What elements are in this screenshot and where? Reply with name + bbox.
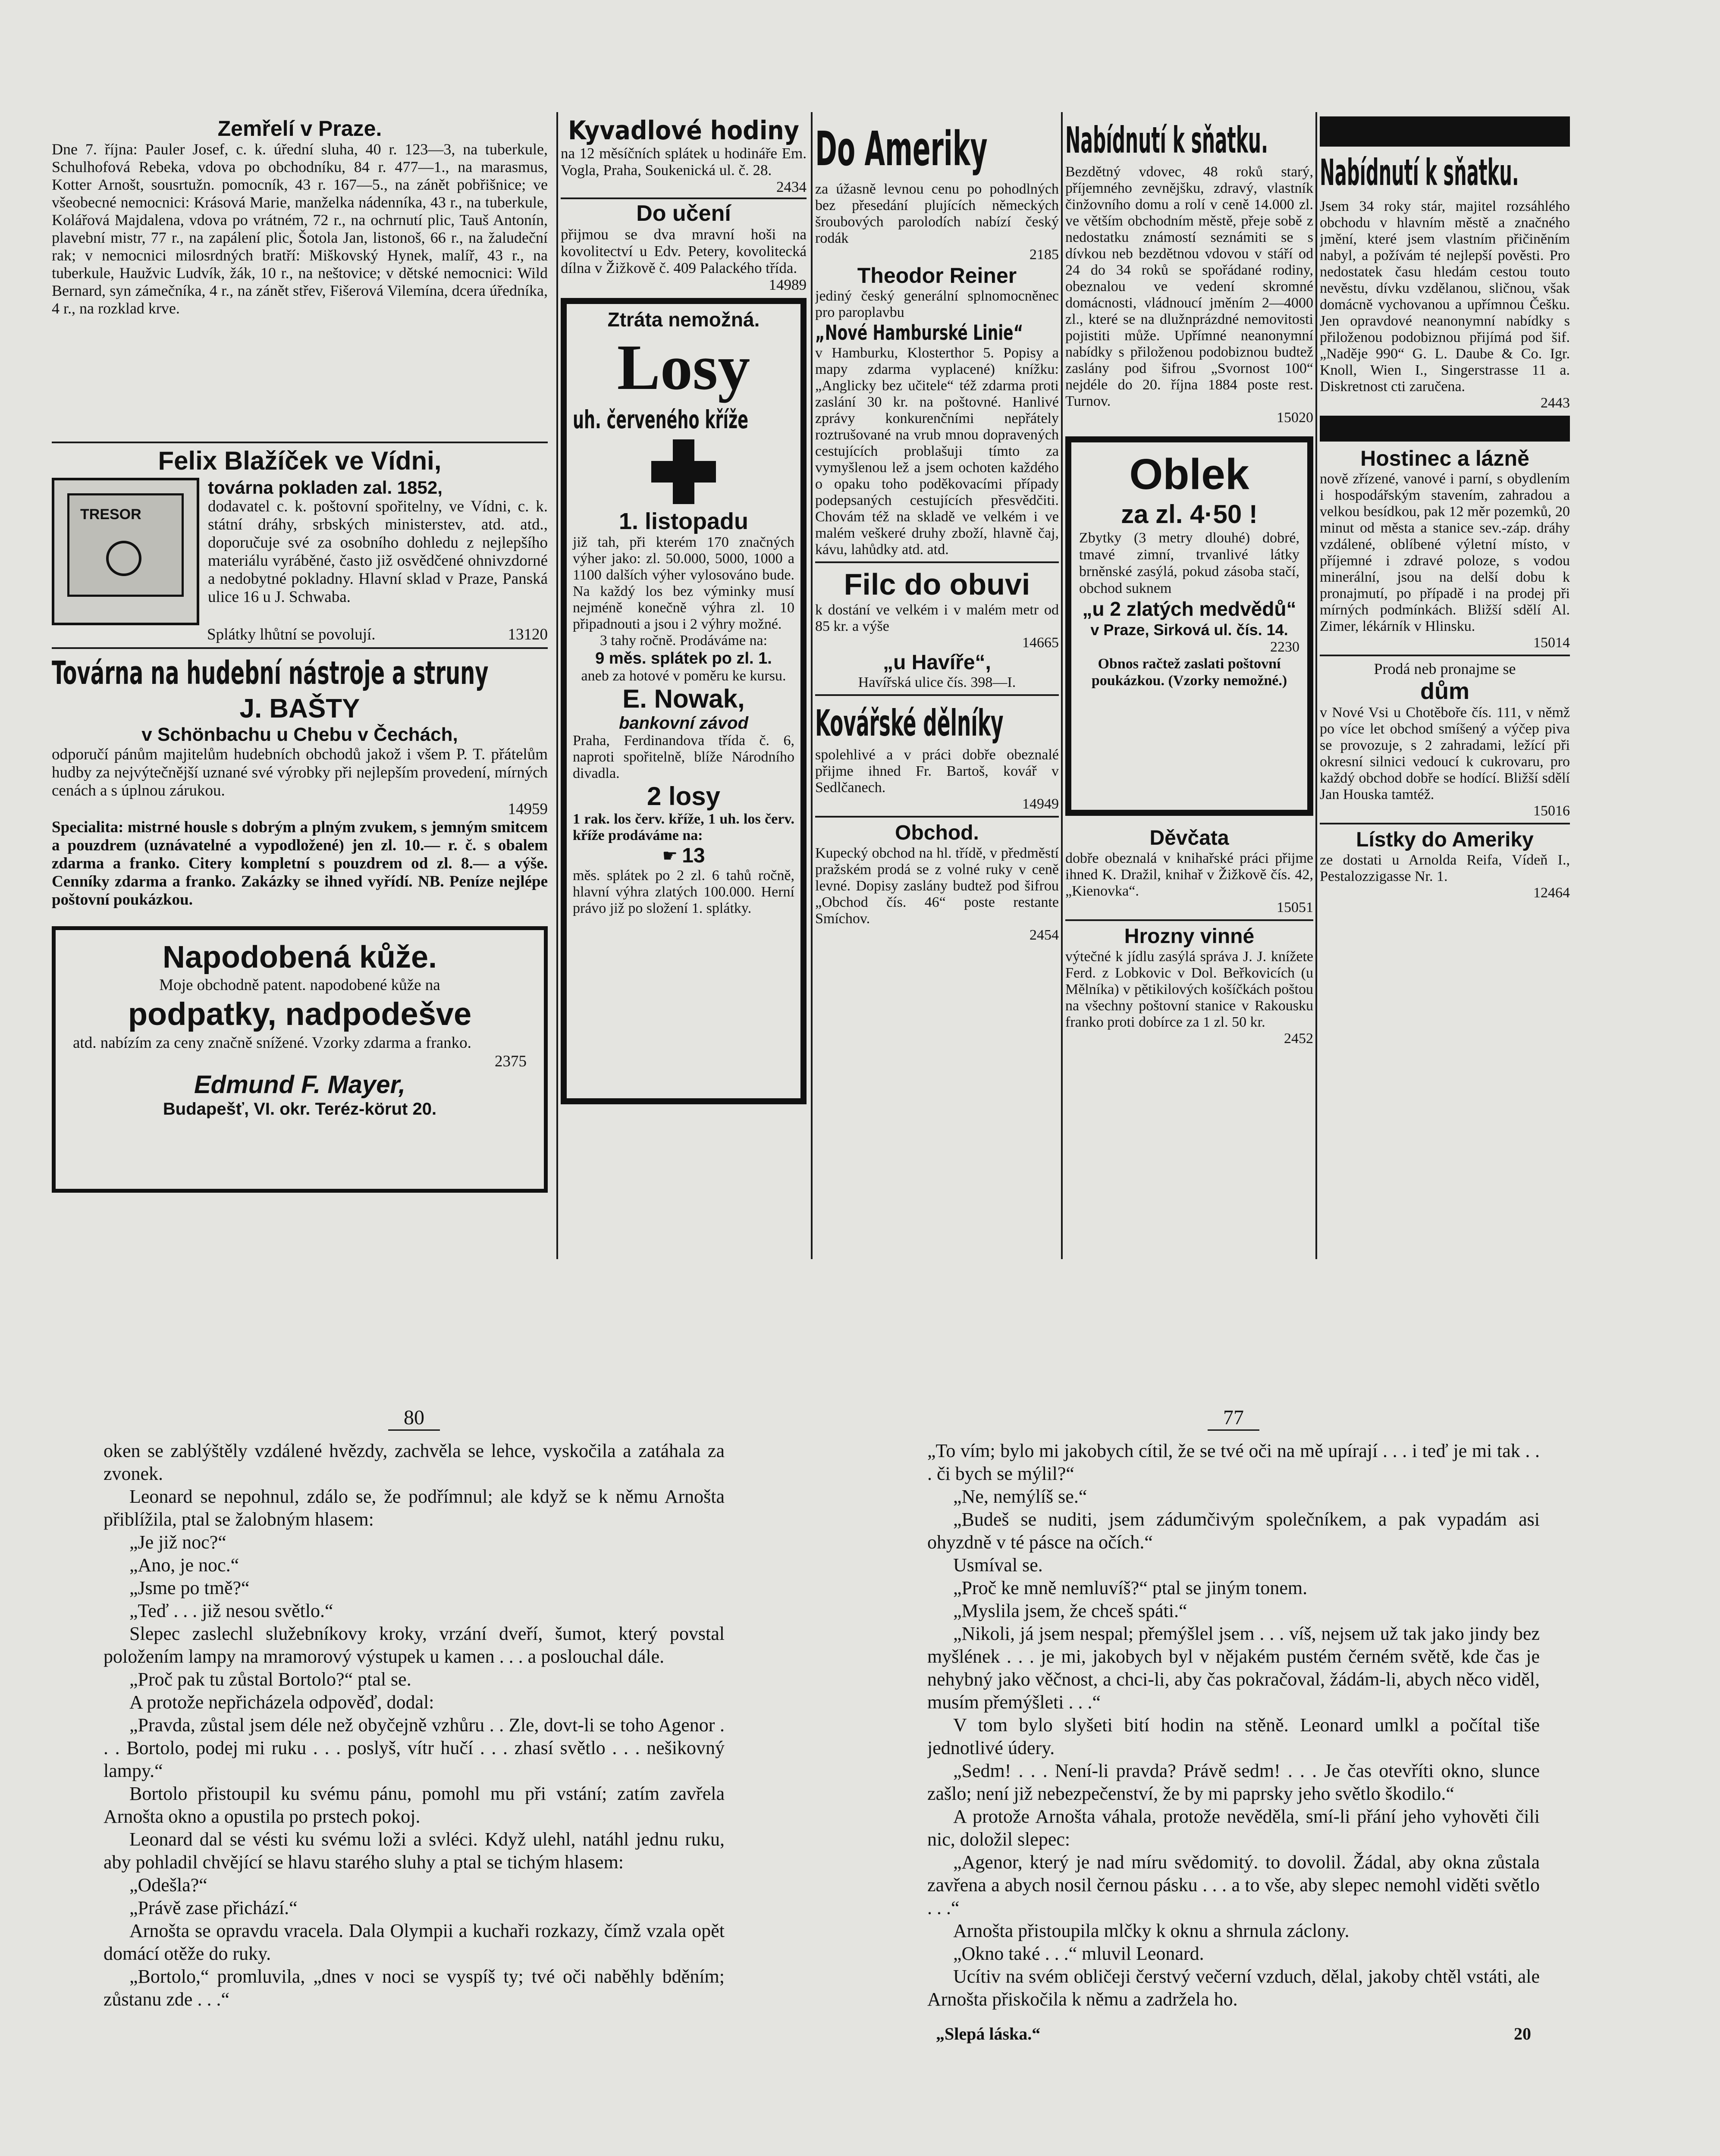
- music-specialty: Specialita: mistrné housle s dobrým a plným zvukem, s jemným smitcem a pouzdrem (uznávatelné a vypodložené) jen zl. 10.— r. č. s obalem zdarma a franko. Citery kompletní s pouzdrem od zl. 8.— a výše. Cenníky zdarma a franko. Zakázky se ihned vyřídí. NB. Peníze nejlépe poštovní poukázkou.: [52, 818, 548, 909]
- column-rule: [556, 112, 558, 1259]
- story-text: [104, 1439, 725, 2011]
- deaths-text: Dne 7. října: Pauler Josef, c. k. úřední sluha, 40 r. 123—3, na tuberkule, Schulhofová Rebeka, vdova po obchodníku, 84 r. 477—1., na marasmus, Kotter Arnošt, sousrtužn. pomocník, 43 r. 167—5., na zánět pobřišnice; ve všeobecné nemocnici: Krásová Marie, manželka nádenníka, 43 r., na tuberkule, Kolářová Majdalena, vdova po vrátném, 72 r., na ochrnutí plic, Tauš Antonín, plavební mistr, 77 r., na zapálení plic, Šotola Jan, listonoš, 66 r., na žaludeční rak; v nemocnici milosrdných bratří: Miškovský Hynek, malíř, 43 r., na tuberkule, Haužvic Ludvík, žák, 10 r., na neštovice; v dětské nemocnici: Wild Bernard, syn zámečníka, 4 r., na zánět střev, Fišerová Vilemína, dcera úředníka, 4 r., na rozklad krve.: [52, 141, 548, 317]
- tickets-text: ze dostati u Arnolda Reifa, Vídeň I., Pestalozzigasse Nr. 1.: [1320, 852, 1570, 884]
- story-paragraph: Usmíval se.: [953, 1554, 1043, 1576]
- safe-heading: Felix Blažíček ve Vídni,: [158, 446, 442, 475]
- story-paragraph: „Proč ke mně nemluvíš?“ ptal se jiným tonem.: [953, 1577, 1308, 1598]
- inn-heading: Hostinec a lázně: [1360, 446, 1529, 470]
- inn-text: nově zřízené, vanové i parní, s obydlením i hospodářským stavením, zahradou a velkou besídkou, pak 12 měr pozemků, 20 minut od města a stanice sev.-záp. dráhy vzdálené, oblíbené výletní místo, v příjemné i zdravé poloze, s vodou minerální, jsou na delší dobu k pronajmutí, po případě i na prodej při mírných podmínkách. Bližší sdělí Al. Zimer, lékárník v Hlinsku.: [1320, 471, 1570, 634]
- story-right-page: [927, 1406, 1540, 2156]
- shop-text: Kupecký obchod na hl. třídě, v předměstí pražském prodá se z volné ruky v ceně levné. Dopisy zaslány budtež pod šifrou „Obchod čís. 46“ poste restante Smíchov.: [815, 845, 1059, 927]
- lot-date: 1. listopadu: [618, 508, 749, 534]
- inn-number: 15014: [1533, 635, 1570, 651]
- leather-number: 2375: [495, 1053, 527, 1070]
- smith-heading: Kovářské dělníky: [815, 702, 1004, 744]
- hand-pointer-icon: ☛: [662, 846, 678, 865]
- story-paragraph: A protože nepřicházela odpověď, dodal:: [129, 1692, 434, 1713]
- grapes-text: výtečné k jídlu zasýlá správa J. J. knížete Ferd. z Lobkovic v Dol. Beřkovicích (u Mělníka) v pětikilových košíčkách poštou na všechny poštovní stanice v Rakousku franko proti dobírce za 1 zl. 50 kr.: [1065, 949, 1313, 1030]
- lot-text2: 3 tahy ročně. Prodáváme na:: [599, 633, 768, 649]
- clock-heading: Kyvadlové hodiny: [568, 116, 799, 146]
- safe-footer: Splátky lhůtní se povolují.: [207, 626, 376, 643]
- suit-price: za zl. 4·50 !: [1121, 500, 1258, 529]
- story-paragraph: „Sedm! . . . Není-li pravda? Právě sedm! . . . Je čas otevříti okno, slunce zašlo; není již nebezpečenství, že by mi paprsky jeho světlo škodilo.“: [927, 1760, 1540, 1804]
- leather-text2: atd. nabízím za ceny značně snížené. Vzorky zdarma a franko.: [73, 1034, 471, 1052]
- story-paragraph: „Budeš se nuditi, jsem zádumčivým společníkem, a pak vypadám asi ohyzdně v té pásce na očích.“: [927, 1509, 1540, 1553]
- page-number: 80: [388, 1406, 440, 1431]
- music-number: 14959: [508, 800, 548, 818]
- story-paragraph: Arnošta se opravdu vracela. Dala Olympii a kuchaři rozkazy, čímž vzala opět domácí otěže do ruky.: [104, 1920, 725, 1964]
- nowak-sub: bankovní závod: [618, 714, 749, 733]
- music-name: J. BAŠTY: [239, 694, 360, 724]
- safe-label: TRESOR: [80, 506, 141, 523]
- story-paragraph: „Teď . . . již nesou světlo.“: [129, 1600, 333, 1621]
- sheet-number: 20: [1514, 2024, 1531, 2043]
- offer2-text: Jsem 34 roky stár, majitel rozsáhlého obchodu v hlavním městě a značného jmění, které jsem vlastním přičiněním nabyl, a požívám té nejlepší pověsti. Pro nedostatek času hledám cestou touto nevěstu, dívku vzdělanou, sličnou, však domácně vychovanou a upřímnou Češku. Jen opravdové neanonymní nabídky s přiloženou podobiznou přijímá pod šif. „Naděje 990“ G. L. Daube & Co. Igr. Knoll, Wien I., Singerstrasse 11 a. Diskretnost cti zaručena.: [1320, 198, 1570, 395]
- reiner-text: jediný český generální splnomocněnec pro paroplavbu: [815, 288, 1059, 320]
- divider: [52, 442, 548, 443]
- cross-icon: [651, 439, 716, 504]
- column-rule: [811, 112, 813, 1259]
- lot-big: Losy: [617, 332, 750, 403]
- hamburg-text: v Hamburku, Klosterthor 5. Popisy a mapy zdarma vyplacené) knížku: „Anglicky bez učitele“ též zdarma proti zaslání 30 kr. na poštovné. Hanlivé zprávy konkurenčními nepřátely roztrušované na vrub mnou dopravených cestujících problašuji tímto za vymyšlenou lež a jsem ochoten každého o opaku toho poděkovacími případy podepsaných cestujících přesvědčiti. Chovám též na skladě ve velkém i ve malém veškeré druhy zboží, hlavně čaj, kávu, lahůdky atd. atd.: [815, 345, 1059, 558]
- grapes-number: 2452: [1284, 1031, 1313, 1047]
- leather-big: podpatky, nadpodešve: [128, 996, 472, 1032]
- story-paragraph: Slepec zaslechl služebníkovy kroky, vrzání dveří, šumot, který povstal položením lampy na mramorový výstupek u kamen . . . a poslouchal dále.: [104, 1623, 725, 1667]
- house-text: v Nové Vsi u Chotěboře čís. 111, v němž po více let obchod smíšený a výčep piva se provozuje, s 2 zahradami, ležící při okresní silnici vedoucí k cukrovaru, pro každý obchod dobře se hodící. Bližší sdělí Jan Houska tamtéž.: [1320, 705, 1570, 802]
- story-paragraph: „Ano, je noc.“: [129, 1554, 239, 1576]
- music-heading: Továrna na hudební nástroje a struny: [52, 655, 489, 692]
- shop-number: 2454: [1029, 927, 1059, 943]
- suit-address: v Praze, Sirková ul. čís. 14.: [1090, 621, 1288, 639]
- music-text: odporučí pánům majitelům hudebních obchodů jakož i všem P. T. přátelům hudby za nejvýtečnější uznané své výrobky při nejlepším provedení, mírných cenách a s úplnou zárukou.: [52, 746, 548, 799]
- lot-text: již tah, při kterém 170 značných výher jako: zl. 50.000, 5000, 1000 a 1100 dalších výher vylosováno bude. Na každý los bez výminky musí nejméně konečně výhra zl. 10 připadnouti a jsou i 2 výhry možné.: [573, 534, 794, 632]
- learn-heading: Do učení: [636, 201, 731, 226]
- story-paragraph: „Ne, nemýlíš se.“: [953, 1486, 1087, 1507]
- deaths-title: Zemřelí v Praze.: [217, 116, 382, 141]
- divider: [815, 561, 1059, 563]
- story-paragraph: Ucítiv na svém obličeji čerstvý večerní vzduch, dělal, jakoby chtěl vstáti, ale Arnošta přiskočila k němu a zadržela ho.: [927, 1966, 1540, 2010]
- column-3: [815, 116, 1059, 1263]
- smith-number: 14949: [1022, 796, 1059, 812]
- column-rule: [1315, 112, 1317, 1259]
- offer-number: 15020: [1277, 410, 1313, 426]
- suit-text: Zbytky (3 metry dlouhé) dobré, tmavé zimní, trvanlivé látky brněnské zasýlá, pokud zásoba stačí, obchod suknem: [1079, 530, 1299, 596]
- story-paragraph: „Je již noc?“: [129, 1532, 226, 1553]
- divider: [1320, 823, 1570, 824]
- safe-number: 13120: [508, 626, 548, 643]
- clock-text: na 12 měsíčních splátek u hodináře Em. Vogla, Praha, Soukenická ul. č. 28.: [561, 145, 807, 179]
- lot-rate: 9 měs. splátek po zl. 1.: [595, 649, 772, 667]
- divider: [52, 647, 548, 649]
- column-2: [561, 116, 807, 1263]
- lot-text3: aneb za hotové v poměru ke kursu.: [581, 668, 786, 684]
- story-paragraph: „Jsme po tmě?“: [129, 1577, 250, 1598]
- offer2-number: 2443: [1541, 395, 1570, 411]
- running-title: „Slepá láska.“: [936, 2024, 1041, 2043]
- divider: [815, 816, 1059, 818]
- leather-text: Moje obchodně patent. napodobené kůže na: [159, 976, 440, 994]
- two-text2: měs. splátek po 2 zl. 6 tahů ročně, hlavní výhra zlatých 100.000. Herní právo již po složení 1. splátky.: [573, 868, 794, 916]
- column-1: [52, 116, 548, 1263]
- america-heading: Do Ameriky: [815, 121, 988, 176]
- story-paragraph: A protože Arnošta váhala, protože nevěděla, smí-li přání jeho vyhověti čili nic, doložil slepec:: [927, 1806, 1540, 1850]
- dark-bar: [1320, 416, 1570, 442]
- page-number: 77: [1208, 1406, 1259, 1431]
- suit-number: 2230: [1270, 639, 1299, 655]
- story-paragraph: Leonard dal se vésti ku svému loži a svléci. Když ulehl, natáhl jednu ruku, aby pohladil chvějící se hlavu starého sluhy a ptal se tichým hlasem:: [104, 1829, 725, 1873]
- story-text: [927, 1439, 1540, 2011]
- leather-address: Budapešť, VI. okr. Teréz-körut 20.: [163, 1100, 437, 1119]
- felt-text: k dostání ve velkém i v malém metr od 85 kr. a výše: [815, 602, 1059, 634]
- leather-heading: Napodobená kůže.: [162, 940, 437, 975]
- girls-number: 15051: [1277, 899, 1313, 915]
- divider: [561, 197, 807, 199]
- house-number: 15016: [1533, 803, 1570, 819]
- leather-ad-box: [52, 926, 548, 1193]
- tickets-heading: Lístky do Ameriky: [1356, 828, 1534, 851]
- column-rule: [1061, 112, 1063, 1259]
- story-paragraph: Leonard se nepohnul, zdálo se, že podřímnul; ale když se k němu Arnošta přiblížila, ptal se žalobným hlasem:: [104, 1486, 725, 1530]
- felt-shop: „u Havíře“,: [883, 651, 991, 674]
- offer2-heading: Nabídnutí k sňatku.: [1320, 151, 1519, 194]
- tickets-number: 12464: [1533, 885, 1570, 901]
- clock-number: 2434: [776, 179, 807, 195]
- story-paragraph: „Pravda, zůstal jsem déle než obyčejně vzhůru . . Zle, dovt-li se toho Agenor . . . Bortolo, podej mi ruku . . . poslyš, vítr hučí . . . zhasí světlo . . . nešikovný lampy.“: [104, 1714, 725, 1781]
- divider: [1320, 655, 1570, 656]
- felt-number: 14665: [1022, 635, 1059, 651]
- two-lots: 2 losy: [647, 782, 721, 811]
- america-number: 2185: [1029, 247, 1059, 263]
- story-paragraph: „Nikoli, já jsem nespal; přemýšlel jsem . . . víš, nejsem už tak jako jindy bez myšlének . . . je mi, jakobych byl v nějakém pustém černém světě, kde čas je nehybný jako věčnost, a chci-li, aby čas pokračoval, žádám-li, abych něco viděl, musím přemýšleti . . .“: [927, 1623, 1540, 1713]
- felt-address: Havířská ulice čís. 398—I.: [858, 674, 1016, 690]
- offer-heading: Nabídnutí k sňatku.: [1065, 119, 1268, 161]
- smith-text: spolehlivé a v práci dobře obeznalé přijme ihned Fr. Bartoš, kovář v Sedlčanech.: [815, 747, 1059, 796]
- lottery-ad-box: [561, 298, 807, 1104]
- story-paragraph: „Právě zase přichází.“: [129, 1897, 298, 1918]
- story-paragraph: „Odešla?“: [129, 1874, 207, 1896]
- safe-subheading: továrna pokladen zal. 1852,: [208, 477, 443, 498]
- story-paragraph: Arnošta přistoupila mlčky k oknu a shrnula záclony.: [953, 1920, 1350, 1941]
- column-5: [1320, 116, 1570, 1263]
- music-place: v Schönbachu u Chebu v Čechách,: [141, 724, 458, 745]
- shop-heading: Obchod.: [895, 821, 979, 844]
- story-paragraph: „Okno také . . .“ mluvil Leonard.: [953, 1943, 1204, 1964]
- story-paragraph: V tom bylo slyšeti bití hodin na stěně. Leonard umlkl a počítal tiše jednotlivé údery.: [927, 1714, 1540, 1758]
- story-paragraph: „Myslila jsem, že chceš spáti.“: [953, 1600, 1187, 1621]
- girls-text: dobře obeznalá v knihařské práci přijme ihned K. Dražil, knihař v Žižkově čís. 42, „Kienovka“.: [1065, 850, 1313, 899]
- felt-heading: Filc do obuvi: [844, 567, 1030, 601]
- safe-text: dodavatel c. k. poštovní spořitelny, ve Vídni, c. k. státní dráhy, srbských ministerstev, atd. atd., doporučuje své za osobního dohledu z nejlepšího materiálu vyráběné, často již osvědčené ohnivzdorné a nedobytné pokladny. Hlavní sklad v Praze, Panská ulice 16 u J. Schwaba.: [208, 498, 548, 606]
- learn-text: přijmou se dva mravní hoši na kovolitectví u Edv. Petery, kovolitecká dílna v Žižkově č. 409 Palackého třída.: [561, 226, 807, 276]
- suit-heading: Oblek: [1129, 450, 1249, 498]
- lot-subheading: uh. červeného kříže: [573, 405, 749, 434]
- divider: [1065, 919, 1313, 921]
- story-left-page: [104, 1406, 725, 2156]
- lost-heading: Ztráta nemožná.: [607, 308, 760, 331]
- dark-bar: [1320, 116, 1570, 147]
- story-paragraph: oken se zablýštěly vzdálené hvězdy, zachvěla se lehce, vyskočila a zatáhala za zvonek.: [104, 1440, 725, 1484]
- column-4: [1065, 116, 1313, 1263]
- offer-text: Bezdětný vdovec, 48 roků starý, příjemného zevnějšku, zdravý, vlastník činžovního domu a rolí v ceně 14.000 zl. ve větším obchodním městě, přeje sobě z nedostatku známostí seznámiti se s dívkou neb bezdětnou vdovou v stáří od 24 do 34 roků se spořádané rodiny, obeznalou ve vedení skromné domácnosti, vládnoucí jměním 2—4000 zl., které se na dlužnprázdné nemovitosti pojistiti může. Upřímné neanonymní nabídky s přiloženou podobiznou budtež zaslány pod šifrou „Svornost 100“ nejdéle do 20. října 1884 poste rest. Turnov.: [1065, 164, 1313, 409]
- house-intro: Prodá neb pronajme se: [1374, 660, 1516, 677]
- two-rate: 13: [682, 844, 705, 867]
- girls-heading: Děvčata: [1149, 827, 1229, 849]
- leather-name: Edmund F. Mayer,: [194, 1071, 405, 1099]
- america-text: za úžasně levnou cenu po pohodlných bez přesedání plujících německých šroubových parolodích nabízí český rodák: [815, 181, 1059, 246]
- two-text: 1 rak. los červ. kříže, 1 uh. los červ. kříže prodáváme na:: [573, 811, 794, 843]
- suit-shop: „u 2 zlatých medvědů“: [1082, 598, 1296, 620]
- grapes-heading: Hrozny vinné: [1124, 925, 1255, 948]
- learn-number: 14989: [769, 276, 807, 293]
- hamburg-line: „Nové Hamburské Linie“: [815, 321, 1023, 345]
- divider: [815, 694, 1059, 696]
- house-heading: dům: [1420, 678, 1469, 704]
- story-paragraph: Bortolo přistoupil ku svému pánu, pomohl mu při vstání; zatím zavřela Arnošta okno a opustila po prstech pokoj.: [104, 1783, 725, 1827]
- story-paragraph: „Proč pak tu zůstal Bortolo?“ ptal se.: [129, 1669, 411, 1690]
- suit-text2: Obnos račtež zaslati poštovní poukázkou. (Vzorky nemožné.): [1091, 656, 1287, 689]
- story-paragraph: „To vím; bylo mi jakobych cítil, že se tvé oči na mě upírají . . . i teď je mi tak . . . či bych se mýlil?“: [927, 1440, 1540, 1484]
- suit-ad-box: [1065, 436, 1313, 816]
- nowak-name: E. Nowak,: [622, 684, 745, 713]
- reiner-name: Theodor Reiner: [857, 263, 1017, 288]
- safe-illustration: [52, 478, 199, 625]
- story-paragraph: „Agenor, který je nad míru svědomitý. to dovolil. Žádal, aby okna zůstala zavřena a abych nosil černou pásku . . . a to vše, aby slepec nemohl viděti světlo . . .“: [927, 1852, 1540, 1918]
- nowak-text: Praha, Ferdinandova třída č. 6, naproti spořitelně, blíže Národního divadla.: [573, 733, 794, 781]
- story-paragraph: „Bortolo,“ promluvila, „dnes v noci se vyspíš ty; tvé oči naběhly bděním; zůstanu zde . . .“: [104, 1966, 725, 2010]
